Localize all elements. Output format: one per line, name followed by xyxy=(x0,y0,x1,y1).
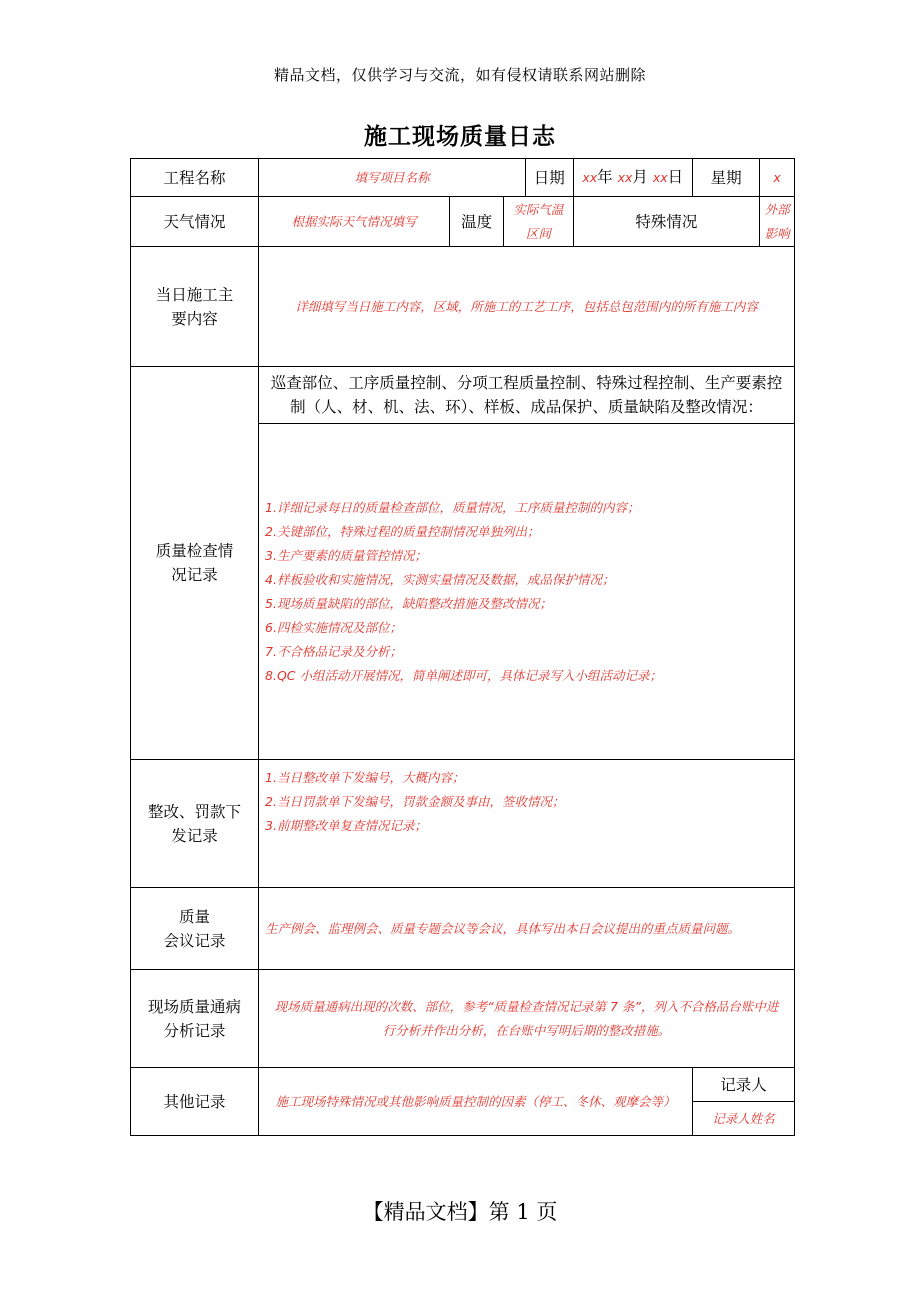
list-item: 1.详细记录每日的质量检查部位，质量情况，工序质量控制的内容； xyxy=(265,499,640,515)
list-item: 1.当日整改单下发编号，大概内容； xyxy=(265,770,465,785)
temperature-label: 温度 xyxy=(449,197,503,247)
weekday-label: 星期 xyxy=(692,159,759,197)
recorder-label: 记录人 xyxy=(692,1068,794,1102)
page-title: 施工现场质量日志 xyxy=(364,124,556,150)
rectification-label: 整改、罚款下发记录 xyxy=(131,760,259,888)
date-label: 日期 xyxy=(525,159,573,197)
list-item: 2.关键部位，特殊过程的质量控制情况单独列出； xyxy=(265,523,540,539)
inspection-items[interactable] xyxy=(259,424,795,760)
weather-label: 天气情况 xyxy=(131,197,259,247)
project-name-label: 工程名称 xyxy=(131,159,259,197)
list-item: 3.生产要素的质量管控情况； xyxy=(265,547,427,563)
list-item: 3.前期整改单复查情况记录； xyxy=(265,818,427,833)
common-defects-label: 现场质量通病分析记录 xyxy=(131,970,259,1068)
rectification-items[interactable] xyxy=(259,760,795,888)
list-item: 5.现场质量缺陷的部位，缺陷整改措施及整改情况； xyxy=(265,595,552,611)
page-footer: 【精品文档】第 1 页 xyxy=(362,1200,558,1224)
project-name-value[interactable]: 填写项目名称 xyxy=(259,159,526,197)
list-item: 6.四检实施情况及部位； xyxy=(265,619,402,635)
other-records-value[interactable]: 施工现场特殊情况或其他影响质量控制的因素（停工、冬休、观摩会等） xyxy=(259,1068,693,1136)
other-records-label: 其他记录 xyxy=(131,1068,259,1136)
meeting-label: 质量 会议记录 xyxy=(131,888,259,970)
quality-log-table xyxy=(130,158,795,1136)
common-defects-value[interactable]: 现场质量通病出现的次数、部位，参考“质量检查情况记录第 7 条”，列入不合格品台账中进行分析并作出分析，在台账中写明后期的整改措施。 xyxy=(259,970,795,1068)
list-item: 4.样板验收和实施情况，实测实量情况及数据，成品保护情况； xyxy=(265,571,615,587)
construction-content-value[interactable]: 详细填写当日施工内容，区域，所施工的工艺工序，包括总包范围内的所有施工内容 xyxy=(259,247,795,367)
construction-content-label: 当日施工主要内容 xyxy=(131,247,259,367)
list-item: 2.当日罚款单下发编号，罚款金额及事由，签收情况； xyxy=(265,794,565,809)
temperature-value[interactable]: 实际气温区间 xyxy=(504,197,573,247)
list-item: 8.QC 小组活动开展情况，简单阐述即可，具体记录写入小组活动记录； xyxy=(265,667,662,683)
special-condition-value[interactable]: 外部影响 xyxy=(760,197,795,247)
weekday-value[interactable]: x xyxy=(760,159,795,197)
inspection-intro: 巡查部位、工序质量控制、分项工程质量控制、特殊过程控制、生产要素控制（人、材、机、法、环）、样板、成品保护、质量缺陷及整改情况： xyxy=(259,367,795,424)
meeting-value[interactable]: 生产例会、监理例会、质量专题会议等会议，具体写出本日会议提出的重点质量问题。 xyxy=(259,888,795,970)
recorder-value[interactable]: 记录人姓名 xyxy=(692,1102,794,1136)
special-condition-label: 特殊情况 xyxy=(573,197,760,247)
header-note: 精品文档，仅供学习与交流，如有侵权请联系网站删除 xyxy=(273,66,646,84)
list-item: 7.不合格品记录及分析； xyxy=(265,643,402,659)
weather-value[interactable]: 根据实际天气情况填写 xyxy=(259,197,450,247)
date-value[interactable]: xx年 xx月 xx日 xyxy=(573,159,692,197)
inspection-label: 质量检查情况记录 xyxy=(131,367,259,760)
